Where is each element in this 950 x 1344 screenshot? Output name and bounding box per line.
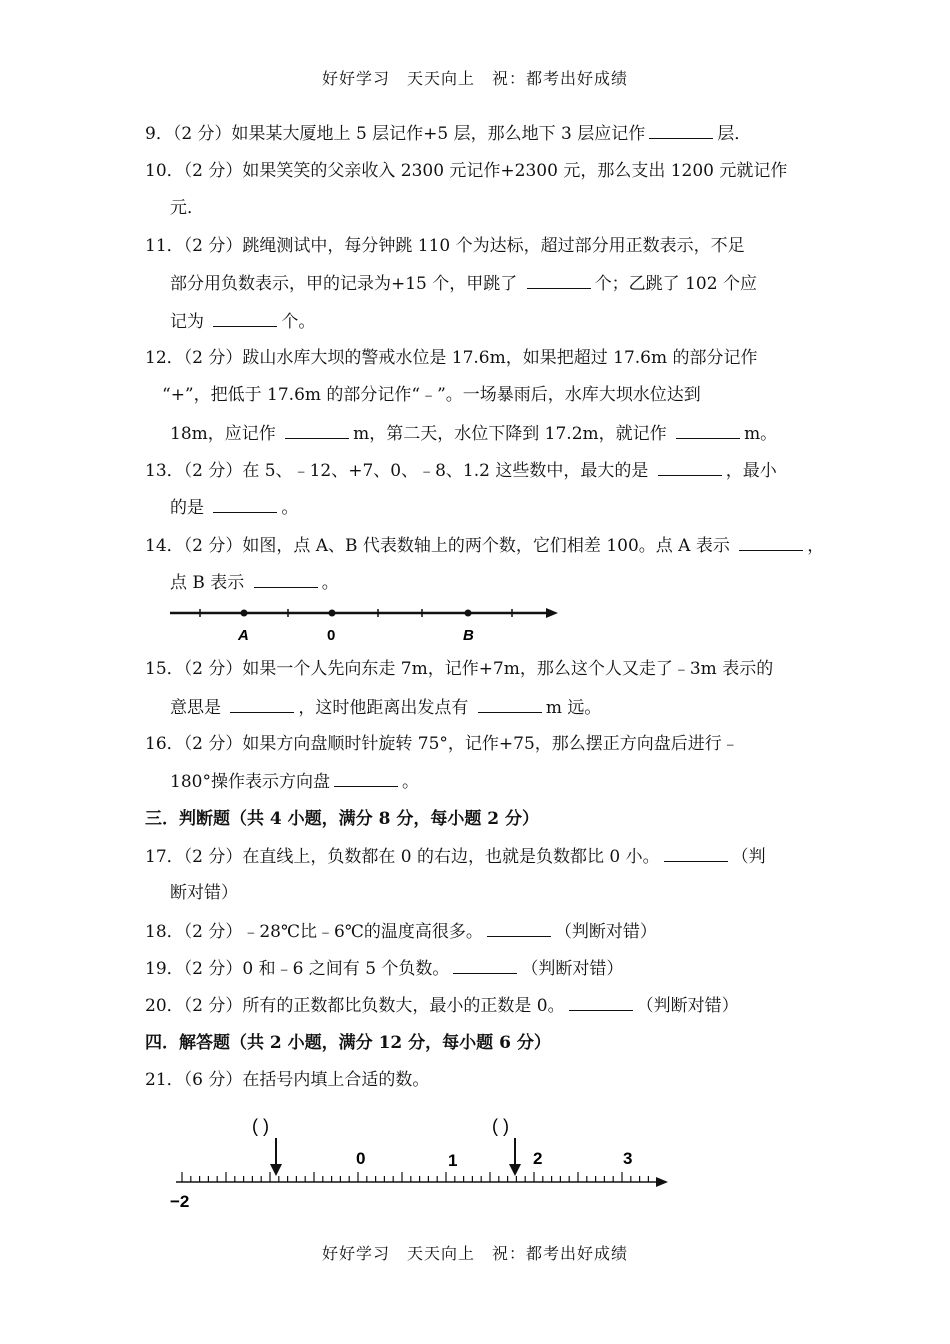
question-14-line-1: 14．（2 分）如图，点 A、B 代表数轴上的两个数，它们相差 100。点 A 表示 ， bbox=[145, 536, 825, 556]
section-4-heading: 四．解答题（共 2 小题，满分 12 分，每小题 6 分） bbox=[145, 1033, 551, 1053]
question-10-line-2: 元． bbox=[170, 198, 204, 218]
point-zero bbox=[329, 610, 336, 617]
question-13-line-2: 的是 。 bbox=[170, 498, 299, 518]
answer-blank[interactable] bbox=[649, 122, 713, 139]
answer-blank[interactable] bbox=[254, 571, 318, 588]
answer-blank[interactable] bbox=[285, 422, 349, 439]
question-20: 20．（2 分）所有的正数都比负数大，最小的正数是 0。 （判断对错） bbox=[145, 996, 739, 1016]
number-line-figure-14 bbox=[168, 600, 568, 646]
answer-blank[interactable] bbox=[739, 534, 803, 551]
label-minus-two: −2 bbox=[170, 1192, 190, 1211]
answer-blank[interactable] bbox=[213, 310, 277, 327]
question-13-line-1: 13．（2 分）在 5、﹣12、+7、0、﹣8、1.2 这些数中，最大的是 ，最小 bbox=[145, 461, 777, 481]
question-21: 21．（6 分）在括号内填上合适的数。 bbox=[145, 1070, 430, 1090]
answer-blank[interactable] bbox=[658, 459, 722, 476]
question-11-line-3: 记为 个。 bbox=[170, 312, 316, 332]
question-12-line-3: 18m，应记作 m，第二天，水位下降到 17.2m，就记作 m。 bbox=[170, 424, 778, 444]
answer-blank[interactable] bbox=[527, 272, 591, 289]
section-3-heading: 三．判断题（共 4 小题，满分 8 分，每小题 2 分） bbox=[145, 809, 539, 829]
answer-blank[interactable] bbox=[334, 770, 398, 787]
question-15-line-2: 意思是 ，这时他距离出发点有 m 远。 bbox=[170, 698, 602, 718]
question-10-line-1: 10．（2 分）如果笑笑的父亲收入 2300 元记作+2300 元，那么支出 1200 元就记作 bbox=[145, 161, 788, 181]
label-zero: 0 bbox=[356, 1149, 366, 1168]
tick-marks bbox=[182, 1172, 648, 1182]
page-footer: 好好学习 天天向上 祝：都考出好成绩 bbox=[321, 1244, 628, 1263]
question-15-line-1: 15．（2 分）如果一个人先向东走 7m，记作+7m，那么这个人又走了﹣3m 表示的 bbox=[145, 659, 774, 679]
axis-arrow bbox=[656, 1177, 668, 1187]
label-two: 2 bbox=[533, 1149, 543, 1168]
point-B bbox=[465, 610, 472, 617]
question-18: 18．（2 分）﹣28℃比﹣6℃的温度高很多。 （判断对错） bbox=[145, 922, 657, 942]
question-12-line-1: 12．（2 分）跋山水库大坝的警戒水位是 17.6m，如果把超过 17.6m 的部分记作 bbox=[145, 348, 758, 368]
axis-arrow bbox=[546, 608, 558, 618]
question-16-line-2: 180°操作表示方向盘 。 bbox=[170, 772, 419, 792]
question-11-line-1: 11．（2 分）跳绳测试中，每分钟跳 110 个为达标，超过部分用正数表示，不足 bbox=[145, 236, 745, 256]
question-9-line-1: 9．（2 分）如果某大厦地上 5 层记作+5 层，那么地下 3 层应记作 层． bbox=[145, 124, 752, 144]
answer-blank[interactable] bbox=[230, 696, 294, 713]
answer-paren-left: ( ) bbox=[252, 1116, 269, 1136]
question-11-line-2: 部分用负数表示，甲的记录为+15 个，甲跳了 个；乙跳了 102 个应 bbox=[170, 274, 757, 294]
label-zero: 0 bbox=[327, 627, 336, 644]
answer-blank[interactable] bbox=[213, 496, 277, 513]
answer-blank[interactable] bbox=[487, 920, 551, 937]
question-12-line-2: “+”，把低于 17.6m 的部分记作“﹣”。一场暴雨后，水库大坝水位达到 bbox=[162, 385, 701, 405]
point-A bbox=[241, 610, 248, 617]
question-17-line-1: 17．（2 分）在直线上，负数都在 0 的右边，也就是负数都比 0 小。 （判 bbox=[145, 847, 766, 867]
answer-blank[interactable] bbox=[453, 957, 517, 974]
answer-blank[interactable] bbox=[664, 845, 728, 862]
page-header: 好好学习 天天向上 祝：都考出好成绩 bbox=[321, 69, 628, 88]
question-16-line-1: 16．（2 分）如果方向盘顺时针旋转 75°，记作+75，那么摆正方向盘后进行﹣ bbox=[145, 734, 739, 754]
answer-blank[interactable] bbox=[569, 994, 633, 1011]
label-B: B bbox=[463, 627, 474, 644]
question-17-line-2: 断对错） bbox=[170, 883, 238, 903]
label-one: 1 bbox=[448, 1151, 458, 1170]
label-three: 3 bbox=[623, 1149, 633, 1168]
number-line-figure-21 bbox=[160, 1112, 680, 1212]
answer-blank[interactable] bbox=[676, 422, 740, 439]
label-A: A bbox=[238, 627, 249, 644]
answer-paren-right: ( ) bbox=[492, 1116, 509, 1136]
answer-blank[interactable] bbox=[478, 696, 542, 713]
question-14-line-2: 点 B 表示 。 bbox=[170, 573, 339, 593]
question-19: 19．（2 分）0 和﹣6 之间有 5 个负数。 （判断对错） bbox=[145, 959, 624, 979]
